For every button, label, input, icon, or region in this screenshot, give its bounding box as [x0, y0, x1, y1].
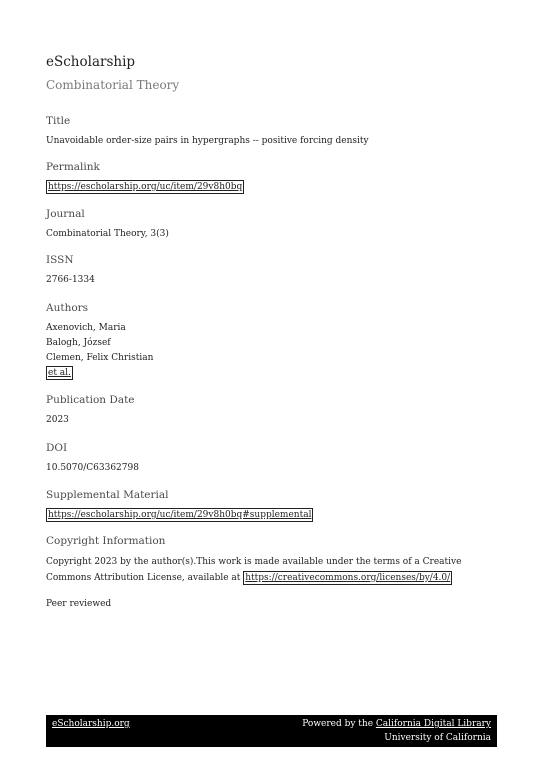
author-name: Clemen, Felix Christian	[46, 353, 154, 363]
cdl-link[interactable]: California Digital Library	[375, 719, 491, 729]
journal-section	[46, 207, 506, 241]
issn-label: ISSN	[46, 254, 74, 266]
copyright-line-2: Commons Attribution License, available at	[46, 573, 244, 583]
publication-date-section	[46, 393, 506, 427]
authors-list	[46, 321, 506, 381]
authors-label: Authors	[46, 302, 89, 314]
author-name: Axenovich, Maria	[46, 323, 126, 333]
peer-reviewed-section	[46, 599, 506, 609]
journal-series-name: Combinatorial Theory	[46, 78, 180, 92]
supplemental-label: Supplemental Material	[46, 489, 169, 501]
permalink-section	[46, 160, 506, 194]
title-value: Unavoidable order-size pairs in hypergraphs -- positive forcing density	[46, 136, 369, 146]
copyright-label: Copyright Information	[46, 535, 166, 547]
doi-label: DOI	[46, 442, 68, 454]
peer-reviewed-text: Peer reviewed	[46, 599, 112, 609]
brand-name: eScholarship	[46, 54, 136, 70]
journal-value: Combinatorial Theory, 3(3)	[46, 229, 169, 239]
journal-label: Journal	[46, 208, 85, 220]
more-authors-link[interactable]: et al.	[48, 368, 71, 378]
publication-date-label: Publication Date	[46, 394, 135, 406]
authors-section	[46, 301, 506, 381]
document-page	[46, 53, 506, 609]
issn-section	[46, 253, 506, 287]
doi-section	[46, 441, 506, 475]
license-link[interactable]: https://creativecommons.org/licenses/by/4.0/	[245, 573, 451, 583]
permalink-label: Permalink	[46, 161, 100, 173]
supplemental-section	[46, 488, 506, 522]
title-label: Title	[46, 115, 71, 127]
supplemental-link[interactable]: https://escholarship.org/uc/item/29v8h0bq#supplemental	[48, 510, 312, 520]
footer-bar	[46, 715, 497, 747]
copyright-text	[46, 554, 506, 586]
author-name: Balogh, József	[46, 338, 111, 348]
powered-by-line	[302, 719, 491, 729]
escholarship-link[interactable]: eScholarship.org	[52, 719, 130, 729]
publication-date-value: 2023	[46, 415, 69, 425]
university-text: University of California	[384, 733, 491, 743]
title-section	[46, 114, 506, 148]
copyright-section	[46, 534, 506, 586]
doi-value: 10.5070/C63362798	[46, 463, 139, 473]
permalink-link[interactable]: https://escholarship.org/uc/item/29v8h0bq	[48, 182, 243, 192]
issn-value: 2766-1334	[46, 275, 95, 285]
powered-by-text: Powered by the	[302, 719, 376, 729]
copyright-line-1: Copyright 2023 by the author(s).This work is made available under the terms of a Creative	[46, 557, 462, 567]
